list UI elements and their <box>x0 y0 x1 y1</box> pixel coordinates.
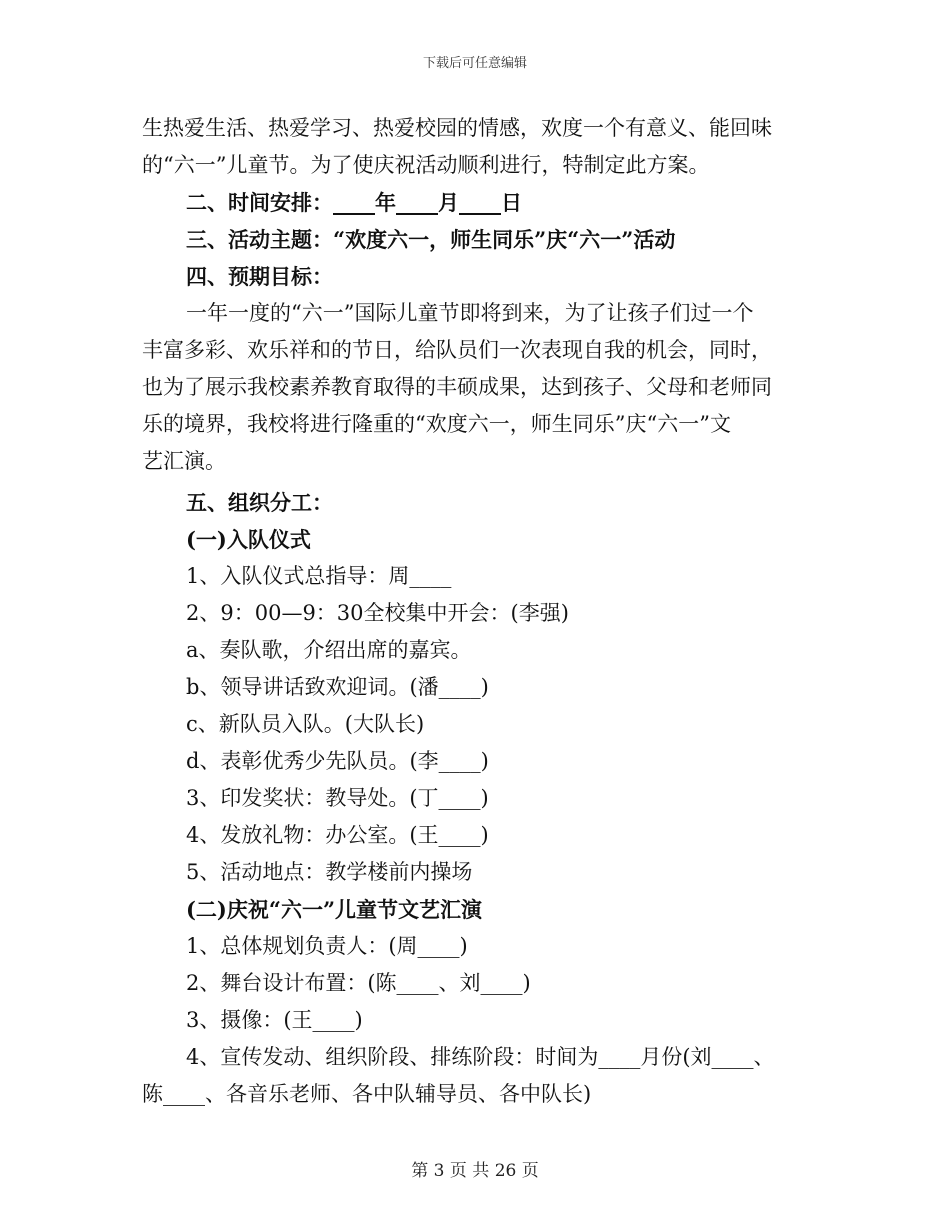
list-item: 1、总体规划负责人：(周____) <box>186 934 468 958</box>
list-item: 4、宣传发动、组织阶段、排练阶段：时间为____月份(刘____、 <box>186 1045 775 1069</box>
list-item: c、新队员入队。(大队长) <box>186 712 425 736</box>
list-item: b、领导讲话致欢迎词。(潘____) <box>186 675 489 699</box>
section-heading-theme: 三、活动主题：“欢度六一，师生同乐”庆“六一”活动 <box>186 227 676 252</box>
paragraph-line: 一年一度的“六一”国际儿童节即将到来，为了让孩子们过一个 <box>186 301 754 325</box>
list-item: 3、印发奖状：教导处。(丁____) <box>186 786 489 810</box>
subsection-heading-ceremony: (一)入队仪式 <box>186 527 311 552</box>
list-item: 2、9：00—9：30全校集中开会：(李强) <box>186 601 569 625</box>
paragraph-line: 乐的境界，我校将进行隆重的“欢度六一，师生同乐”庆“六一”文 <box>142 412 731 436</box>
paragraph-line: 的“六一”儿童节。为了使庆祝活动顺利进行，特制定此方案。 <box>142 153 710 177</box>
paragraph-line: 丰富多彩、欢乐祥和的节日，给队员们一次表现自我的机会，同时， <box>142 338 772 362</box>
list-item: d、表彰优秀少先队员。(李____) <box>186 749 489 773</box>
section-heading-time: 二、时间安排：____年____月____日 <box>186 190 522 215</box>
paragraph-line: 艺汇演。 <box>142 449 226 473</box>
list-item: 5、活动地点：教学楼前内操场 <box>186 860 473 884</box>
section-heading-goals: 四、预期目标： <box>186 264 333 289</box>
document-body <box>142 110 802 1113</box>
page-header: 下载后可任意编辑 <box>422 56 527 71</box>
list-item: a、奏队歌，介绍出席的嘉宾。 <box>186 638 472 662</box>
section-heading-organization: 五、组织分工： <box>186 490 333 515</box>
page-footer: 第 3 页 共 26 页 <box>411 1161 539 1181</box>
list-item: 2、舞台设计布置：(陈____、刘____) <box>186 971 531 995</box>
paragraph-line: 生热爱生活、热爱学习、热爱校园的情感，欢度一个有意义、能回味 <box>142 116 772 140</box>
list-item: 1、入队仪式总指导：周____ <box>186 564 452 588</box>
paragraph-line: 也为了展示我校素养教育取得的丰硕成果，达到孩子、父母和老师同 <box>142 375 772 399</box>
subsection-heading-performance: (二)庆祝“六一”儿童节文艺汇演 <box>186 897 483 922</box>
list-item: 3、摄像：(王____) <box>186 1008 363 1032</box>
list-item: 4、发放礼物：办公室。(王____) <box>186 823 489 847</box>
list-item-continuation: 陈____、各音乐老师、各中队辅导员、各中队长) <box>142 1082 592 1106</box>
